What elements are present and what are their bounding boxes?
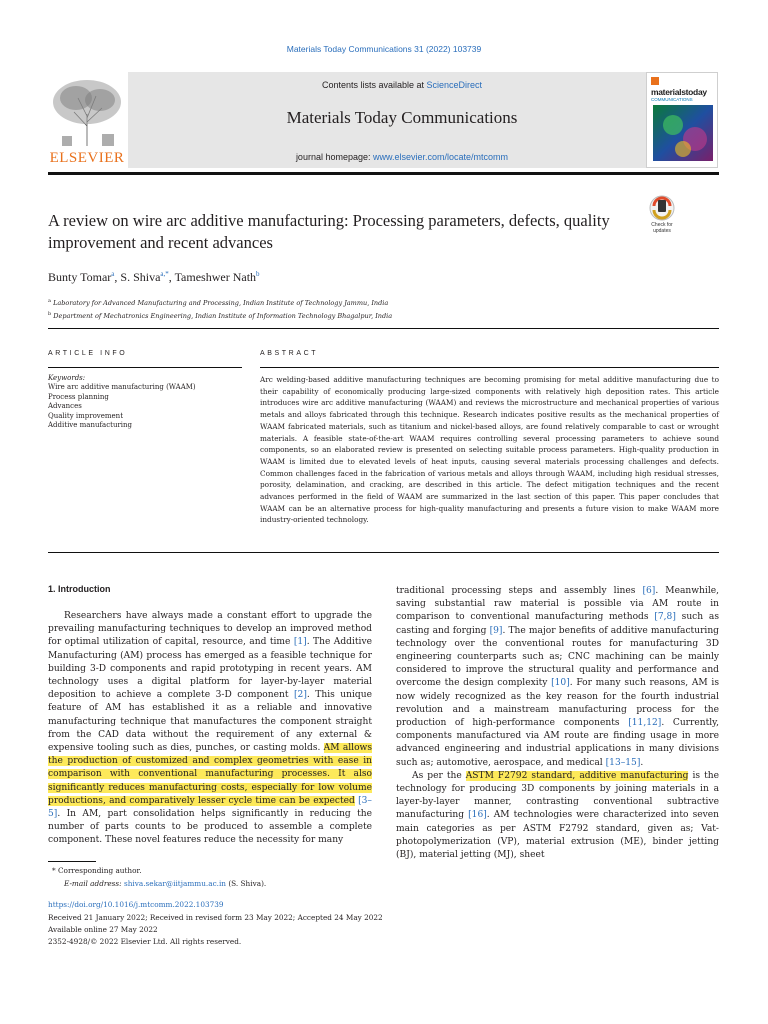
check-for-updates-badge[interactable]: [644, 194, 680, 238]
text-run: traditional processing steps and assembly lines: [396, 586, 643, 596]
homepage-prefix: journal homepage:: [295, 152, 373, 162]
keywords-label: Keywords:: [48, 374, 86, 382]
citation-link[interactable]: [1]: [293, 637, 307, 648]
corresponding-author-note: * Corresponding author.: [52, 866, 142, 875]
cover-subtitle: COMMUNICATIONS: [651, 97, 693, 102]
email-footnote: [64, 879, 266, 888]
affiliation-text: Laboratory for Advanced Manufacturing and Processing, Indian Institute of Technology Jammu, India: [53, 299, 389, 308]
text-run: is the technology for producing 3D components by joining materials in a layer-by-layer manner, contrasting conventional subtractive manufacturing: [396, 770, 719, 821]
journal-cover[interactable]: [646, 72, 718, 168]
highlighted-text[interactable]: ASTM F2792 standard, additive manufacturing: [465, 770, 689, 781]
cover-image: [653, 105, 713, 161]
keyword-item: Wire arc additive manufacturing (WAAM): [48, 383, 196, 392]
citation-link[interactable]: [6]: [642, 586, 656, 596]
text-run: . AM technologies were characterized into seven main categories as per ASTM F2792 standard, given as; Vat-photopolymerization (VP), material extrusion (ME), binder jetting (BJ), material jetting (MJ), sheet: [396, 810, 719, 861]
body-paragraph: [48, 610, 372, 848]
author-sup[interactable]: a,*: [160, 270, 169, 278]
left-column: [48, 610, 372, 848]
header-rule: [48, 172, 719, 175]
affiliation-text: Department of Mechatronics Engineering, Indian Institute of Information Technology Bhagalpur, India: [53, 312, 393, 321]
text-run: As per the: [412, 770, 466, 781]
copyright-line: 2352-4928/© 2022 Elsevier Ltd. All rights reserved.: [48, 937, 242, 946]
body-paragraph: [396, 585, 719, 770]
homepage-line: [128, 152, 676, 162]
cover-corner-logo: [651, 77, 659, 85]
text-run: . In AM, part consolidation helps significantly in reducing the number of parts counts to be produced to assemble a complete component. These novel features reduce the necessity for many: [48, 809, 372, 846]
online-date: Available online 27 May 2022: [48, 925, 158, 934]
author-name[interactable]: S. Shiva: [120, 270, 161, 284]
check-for-updates-label[interactable]: Check for updates: [651, 222, 673, 234]
journal-reference[interactable]: Materials Today Communications 31 (2022) 103739: [286, 44, 482, 54]
email-label: E-mail address:: [64, 879, 124, 888]
citation-link[interactable]: [2]: [294, 690, 307, 701]
affiliation: [48, 296, 728, 309]
text-run: .: [640, 757, 644, 768]
affiliation: [48, 309, 728, 322]
citation-link[interactable]: [3–5]: [48, 795, 372, 820]
author-name[interactable]: Bunty Tomar: [48, 270, 112, 284]
citation-link[interactable]: [7,8]: [654, 612, 676, 623]
highlighted-text[interactable]: AM allows the production of customized and complex geometries with ease in comparison with conventional manufacturing processes. It also significantly reduces manufacturing costs, especially for low volume productions, and comparatively lesser cycle time can be expected: [48, 743, 373, 806]
affiliation-sup: b: [48, 311, 52, 318]
citation-link[interactable]: [11,12]: [628, 718, 662, 729]
abstract-rule: [260, 367, 719, 368]
citation-link[interactable]: [16]: [468, 810, 487, 821]
keywords-list: [48, 374, 248, 430]
right-column: [396, 585, 719, 862]
text-run: . Currently, components manufactured via AM route are finding usage in more advanced engineering and industrial applications in many divisions such as; automotive, aerospace, and medical: [396, 718, 719, 768]
keyword-item: Quality improvement: [48, 411, 124, 420]
footnote-rule: [48, 861, 96, 862]
sciencedirect-link[interactable]: ScienceDirect: [426, 80, 483, 90]
text-run: . The major benefits of additive manufacturing technology over the conventional routes for manufacturing 3D engineering counterparts such as; CNC machining can be mainly considered to improve the structural quality and performance and overcome the design complexity: [396, 625, 720, 689]
article-title: A review on wire arc additive manufacturing: Processing parameters, defects, quality improvement and recent advances: [48, 211, 610, 252]
email-link[interactable]: shiva.sekar@iitjammu.ac.in: [123, 879, 227, 888]
text-run: . Meanwhile, saving substantial raw material is possible via AM route in comparison to conventional manufacturing methods: [396, 586, 720, 623]
email-suffix: (S. Shiva).: [226, 879, 267, 888]
contents-prefix: Contents lists available at: [321, 80, 427, 90]
homepage-link[interactable]: www.elsevier.com/locate/mtcomm: [373, 152, 509, 162]
received-dates: Received 21 January 2022; Received in revised form 23 May 2022; Accepted 24 May 2022: [48, 913, 383, 922]
abstract-end-rule: [48, 552, 719, 553]
citation-link[interactable]: [13–15]: [605, 757, 641, 768]
abstract-heading: ABSTRACT: [260, 350, 319, 357]
text-run: . For many such reasons, AM is now widely recognized as the key reason for the fourth industrial revolution and a mainstream manufacturing process for the production of high-performance components: [396, 678, 719, 729]
author-sup[interactable]: b: [256, 270, 260, 278]
affiliation-sup: a: [48, 298, 51, 304]
masthead: [48, 72, 718, 168]
keyword-item: Process planning: [48, 392, 109, 401]
journal-name[interactable]: Materials Today Communications: [286, 108, 518, 127]
citation-link[interactable]: [10]: [551, 678, 570, 689]
author-list: Bunty Tomar$^a$, S. Shiva$^{a,*}$, Tameshwer Nath$^b$: [48, 270, 260, 284]
info-rule: [48, 367, 242, 368]
cover-title: materialstoday: [651, 87, 707, 97]
keyword-item: Advances: [48, 402, 82, 411]
body-paragraph: [396, 770, 719, 862]
abstract-text: Arc welding-based additive manufacturing techniques are becoming promising for metal additive manufacturing due to their capability of economically producing large-sized components with relatively high deposition rates. This article introduces wire arc additive manufacturing (WAAM) and reviews the microstructure and mechanical properties of various metals and alloys fabricated through this technique. Research indicates positive results as the mechanical properties of WAAM fabricated materials, such as titanium and nickel-based alloys, are found relatively comparable to cast or wrought materials. A feasible state-of-the-art WAAM requires controlling several processing parameters to achieve sound components, so an elaborated review is presented on selecting suitable process parameters. High-quality production in WAAM is limited due to elevated levels of heat inputs, causing several materials processing challenges and defects. Common challenges faced in the fabrication of various metals and alloys through WAAM, including high residual stresses, porosity, delamination, and cracking, are described in this article. The defect mitigation techniques and the recent advances performed in the field of WAAM are summarized in the last section of this paper. This paper concludes that WAAM can be an alternative process for high-quality manufacturing and presents a future vision to make WAAM more industry-oriented technology.: [260, 375, 719, 525]
keyword-item: Additive manufacturing: [48, 421, 133, 430]
affiliations: [48, 296, 728, 322]
title-rule: [48, 328, 719, 329]
contents-line: [128, 80, 676, 90]
citation-link[interactable]: [9]: [489, 625, 503, 636]
article-info-heading: ARTICLE INFO: [48, 350, 128, 357]
author-name[interactable]: Tameshwer Nath: [174, 270, 257, 284]
text-run: such as casting and forging: [396, 612, 719, 636]
text-run: . The Additive Manufacturing (AM) process has emerged as a feasible technique for building 3-D components and rapid prototyping in recent years. AM technology uses a digital platform for layer-by-layer material deposition to achieve a complete 3-D component: [48, 637, 372, 701]
text-run: . This unique feature of AM has established it as a reliable and innovative manufacturing technique that manufactures the component straight from the CAD data without the requirement of any external & expensive tooling such as dies, punches, or casting molds.: [48, 690, 372, 754]
introduction-heading: 1. Introduction: [48, 584, 111, 594]
author-sup[interactable]: a: [111, 270, 115, 278]
elsevier-wordmark[interactable]: ELSEVIER: [49, 150, 125, 166]
doi-link[interactable]: https://doi.org/10.1016/j.mtcomm.2022.103739: [48, 900, 224, 909]
text-run: Researchers have always made a constant effort to upgrade the prevailing manufacturing techniques to develop an improved method for optimal utilization of capital, resource, and time: [48, 611, 372, 648]
